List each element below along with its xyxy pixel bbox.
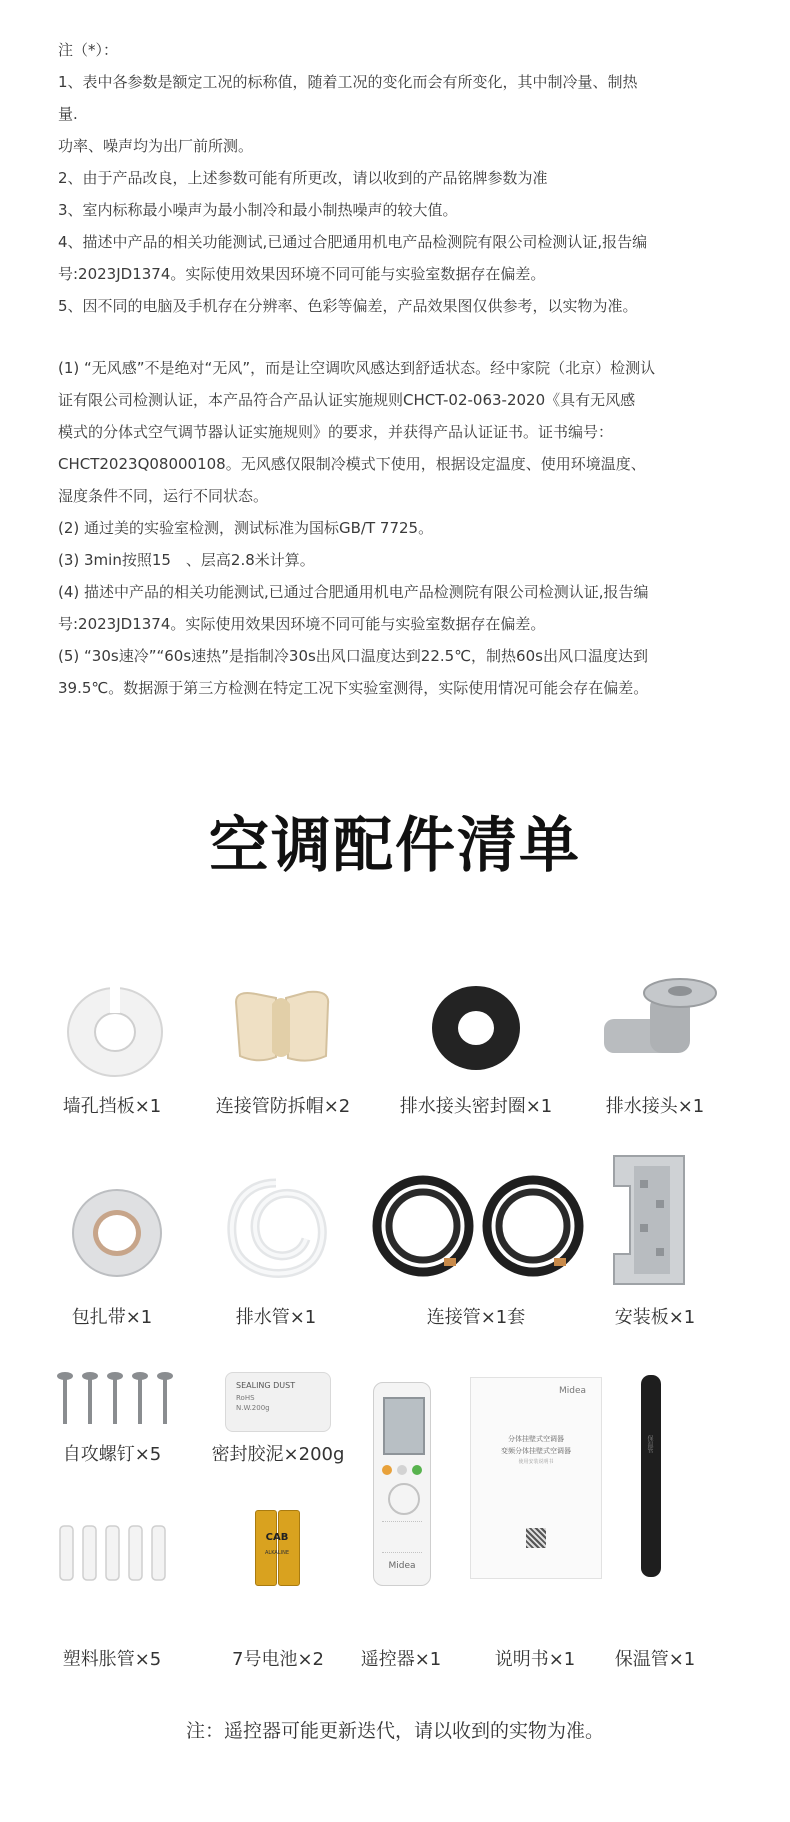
sub-note-line: (1) “无风感”不是绝对“无风”，而是让空调吹风感达到舒适状态。经中家院（北京）检测认	[58, 359, 656, 377]
note-line: 2、由于产品改良，上述参数可能有所更改，请以收到的产品铭牌参数为准	[58, 169, 548, 187]
manual-title-1: 分体挂壁式空调器	[508, 1435, 564, 1443]
drain-joint-icon	[600, 975, 720, 1065]
manual-title-2: 变频分体挂壁式空调器	[501, 1447, 571, 1455]
screws-icon	[55, 1370, 175, 1432]
sub-note-line: (3) 3min按照15 、层高2.8米计算。	[58, 551, 315, 569]
item-label: 塑料胀管×5	[62, 1649, 162, 1670]
manual-brand-label: Midea	[559, 1386, 587, 1396]
wall-hole-cover-icon	[60, 980, 170, 1080]
sub-note-line: 模式的分体式空气调节器认证实施规则》的要求，并获得产品认证证书。证书编号：	[58, 423, 614, 441]
qr-code-icon	[526, 1528, 546, 1548]
sub-note-line: (4) 描述中产品的相关功能测试,已通过合肥通用机电产品检测院有限公司检测认证,报告编	[58, 583, 649, 601]
item-label: 连接管×1套	[426, 1307, 526, 1328]
note-line: 4、描述中产品的相关功能测试,已通过合肥通用机电产品检测院有限公司检测认证,报告编	[58, 233, 648, 251]
item-label: 自攻螺钉×5	[62, 1444, 162, 1465]
sub-note-line: (2) 通过美的实验室检测，测试标准为国标GB/T 7725。	[58, 519, 434, 537]
sub-note-line: 证有限公司检测认证，本产品符合产品认证实施规则CHCT-02-063-2020《具有无风感	[58, 391, 636, 409]
note-line: 3、室内标称最小噪声为最小制冷和最小制热噪声的较大值。	[58, 201, 458, 219]
remote-control-icon	[373, 1382, 431, 1586]
item-label: 连接管防拆帽×2	[215, 1096, 351, 1117]
sealing-putty-icon	[225, 1372, 331, 1432]
sub-note-line: 39.5℃。数据源于第三方检测在特定工况下实验室测得，实际使用情况可能会存在偏差。	[58, 679, 649, 697]
manual-icon	[470, 1377, 602, 1579]
section-title: 空调配件清单	[209, 811, 581, 881]
putty-sub-label: RoHS	[236, 1394, 255, 1402]
item-label: 7号电池×2	[232, 1649, 324, 1670]
item-label: 遥控器×1	[360, 1649, 442, 1670]
tube-text-label: 保温管	[646, 1435, 653, 1453]
putty-weight-label: N.W.200g	[236, 1404, 270, 1412]
battery-brand-label: CAB	[265, 1532, 289, 1543]
connecting-pipes-icon	[368, 1170, 590, 1282]
drain-hose-icon	[220, 1175, 332, 1287]
note-line: 功率、噪声均为出厂前所测。	[58, 137, 254, 155]
sub-note-line: (5) “30s速冷”“60s速热”是指制冷30s出风口温度达到22.5℃，制热60s出风口温度达到	[58, 647, 648, 665]
item-label: 排水接头×1	[605, 1096, 705, 1117]
wall-plugs-icon	[58, 1522, 170, 1584]
putty-bag-label: SEALING DUST	[236, 1381, 296, 1390]
sub-note-line: 湿度条件不同，运行不同状态。	[58, 487, 269, 505]
battery-text-label: ALKALINE	[265, 1550, 289, 1556]
item-label: 排水管×1	[235, 1307, 317, 1328]
notes-block	[58, 34, 738, 704]
note-line: 量.	[58, 105, 78, 123]
remote-brand-label: Midea	[388, 1561, 416, 1571]
item-label: 安装板×1	[614, 1307, 696, 1328]
insulation-tube-icon	[641, 1375, 661, 1577]
notes-header: 注（*）：	[58, 41, 119, 59]
pipe-cap-icon	[228, 982, 338, 1072]
sub-note-line: 号:2023JD1374。实际使用效果因环境不同可能与实验室数据存在偏差。	[58, 615, 546, 633]
item-label: 包扎带×1	[71, 1307, 153, 1328]
footnote: 注：遥控器可能更新迭代，请以收到的实物为准。	[185, 1720, 604, 1742]
seal-ring-icon	[428, 982, 524, 1074]
item-label: 保温管×1	[614, 1649, 696, 1670]
note-line: 1、表中各参数是额定工况的标称值，随着工况的变化而会有所变化，其中制冷量、制热	[58, 73, 638, 91]
note-line: 号:2023JD1374。实际使用效果因环境不同可能与实验室数据存在偏差。	[58, 265, 546, 283]
sub-note-line: CHCT2023Q08000108。无风感仅限制冷模式下使用，根据设定温度、使用环境温度、	[58, 455, 646, 473]
mounting-plate-icon	[604, 1150, 694, 1290]
manual-title-3: 使用安装说明书	[518, 1459, 554, 1465]
item-label: 墙孔挡板×1	[62, 1096, 162, 1117]
tape-roll-icon	[67, 1185, 167, 1281]
note-line: 5、因不同的电脑及手机存在分辨率、色彩等偏差，产品效果图仅供参考，以实物为准。	[58, 297, 638, 315]
item-label: 说明书×1	[494, 1649, 576, 1670]
batteries-icon	[255, 1510, 299, 1584]
item-label: 排水接头密封圈×1	[399, 1096, 553, 1117]
item-label: 密封胶泥×200g	[211, 1444, 345, 1465]
